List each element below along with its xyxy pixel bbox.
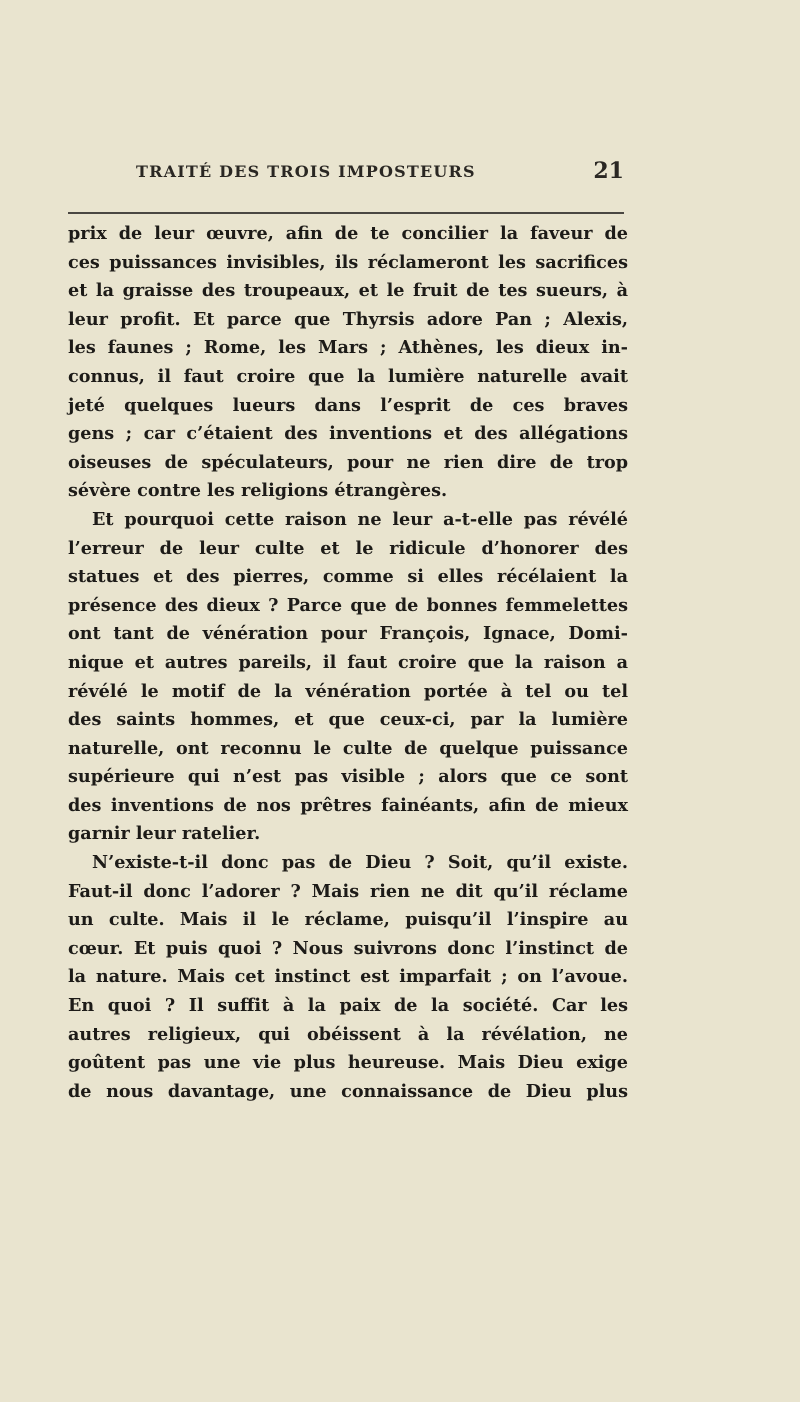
text-line: ces puissances invisibles, ils réclameront les sacrifices — [68, 251, 628, 273]
text-line: cœur. Et puis quoi ? Nous suivrons donc l’instinct de — [68, 937, 628, 959]
text-line: un culte. Mais il le réclame, puisqu’il l’inspire au — [68, 909, 628, 931]
text-line: En quoi ? Il suffit à la paix de la société. Car les — [68, 995, 628, 1017]
text-line: l’erreur de leur culte et le ridicule d’honorer des — [68, 537, 628, 559]
text-line: les faunes ; Rome, les Mars ; Athènes, les dieux in- — [68, 337, 628, 359]
text-line: autres religieux, qui obéissent à la révélation, ne — [68, 1023, 628, 1045]
text-line: garnir leur ratelier. — [68, 823, 261, 845]
text-line: des inventions de nos prêtres fainéants, afin de mieux — [68, 794, 628, 816]
text-line: des saints hommes, et que ceux-ci, par la lumière — [68, 709, 628, 731]
text-line: goûtent pas une vie plus heureuse. Mais Dieu exige — [68, 1052, 628, 1074]
text-line: sévère contre les religions étrangères. — [68, 480, 448, 502]
running-title: TRAITÉ DES TROIS IMPOSTEURS — [136, 162, 476, 181]
text-line: gens ; car c’étaient des inventions et des allégations — [68, 423, 628, 445]
header-rule — [68, 212, 624, 214]
text-line: Faut-il donc l’adorer ? Mais rien ne dit qu’il réclame — [68, 880, 628, 902]
text-line: N’existe-t-il donc pas de Dieu ? Soit, qu’il existe. — [92, 852, 628, 874]
text-line: présence des dieux ? Parce que de bonnes femmelettes — [68, 594, 628, 616]
text-line: supérieure qui n’est pas visible ; alors que ce sont — [68, 766, 628, 788]
text-line: leur profit. Et parce que Thyrsis adore Pan ; Alexis, — [68, 308, 628, 330]
text-line: révélé le motif de la vénération portée à tel ou tel — [68, 680, 628, 702]
running-head — [68, 158, 624, 190]
text-line: de nous davantage, une connaissance de Dieu plus — [68, 1080, 628, 1102]
text-line: et la graisse des troupeaux, et le fruit de tes sueurs, à — [68, 280, 628, 302]
text-line: jeté quelques lueurs dans l’esprit de ces braves — [68, 394, 628, 416]
text-line: statues et des pierres, comme si elles récélaient la — [68, 566, 628, 588]
page-number: 21 — [593, 158, 624, 184]
text-line: oiseuses de spéculateurs, pour ne rien dire de trop — [68, 451, 628, 473]
text-line: prix de leur œuvre, afin de te concilier la faveur de — [68, 223, 628, 244]
text-line: connus, il faut croire que la lumière naturelle avait — [68, 365, 628, 387]
body-text — [68, 220, 628, 1106]
text-line: ont tant de vénération pour François, Ignace, Domi- — [68, 623, 628, 645]
text-line: Et pourquoi cette raison ne leur a-t-elle pas révélé — [92, 508, 628, 530]
text-line: naturelle, ont reconnu le culte de quelque puissance — [68, 737, 628, 759]
text-line: nique et autres pareils, il faut croire que la raison a — [68, 651, 628, 673]
text-line: la nature. Mais cet instinct est imparfait ; on l’avoue. — [68, 966, 628, 988]
